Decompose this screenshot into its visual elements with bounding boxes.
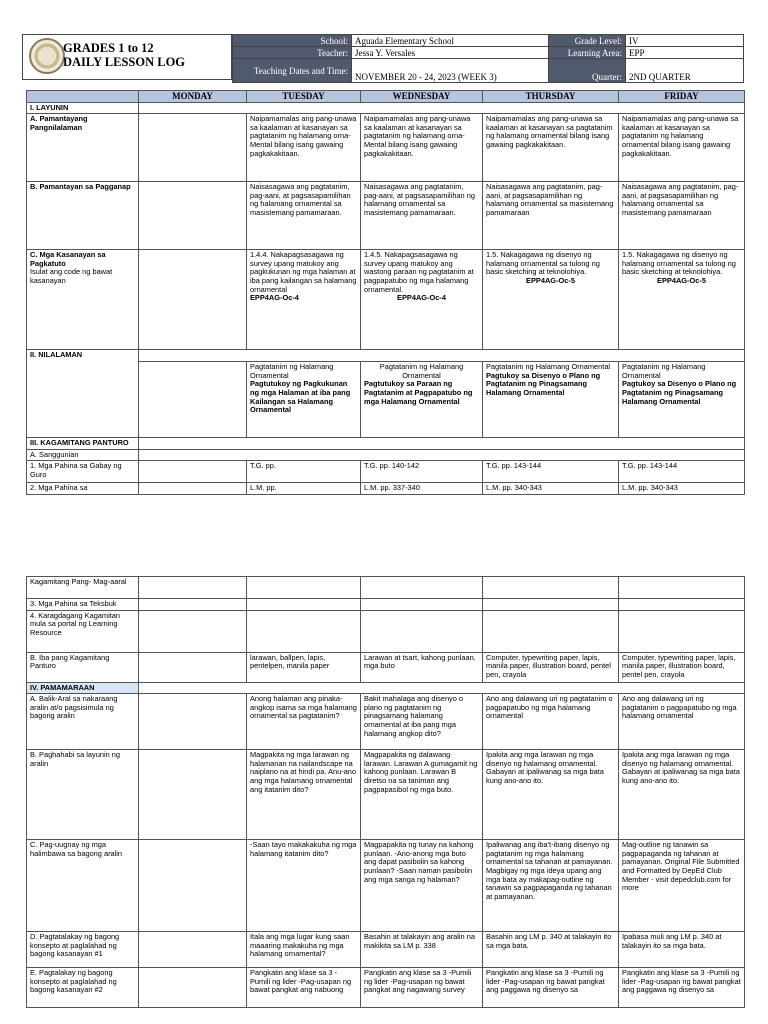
table-row (27, 750, 745, 840)
row-label: 4. Karagdagang Kagamitan mula sa portal ng Learning Resource (27, 610, 139, 652)
row-label: C. Pag-uugnay ng mga halimbawa sa bagong aralin (27, 840, 139, 932)
section-row (27, 438, 745, 450)
competency-text: 1.4.5. Nakapagsasagawa ng survey upang matukoy ang wastong paraan ng pagtatanim at pagpapatubo ng mga halamang ornamental. (364, 250, 474, 294)
table-row (27, 932, 745, 968)
content-subtopic: Pagtukoy sa Disenyo o Plano ng Pagtatanim ng Pinagsamang Halamang Ornamental (486, 370, 601, 397)
competency-code: EPP4AG-Oc-4 (250, 293, 299, 303)
section-kagamitang-panturo: III. KAGAMITANG PANTURO (27, 438, 139, 450)
section-filler (139, 438, 745, 450)
table-row (27, 652, 745, 682)
cell-monday (139, 932, 247, 968)
row-label: A. Sanggunian (27, 449, 139, 461)
content-subtopic: Pagtutukoy ng Pagkukunan ng mga Halaman at iba pang Kailangan sa Halamang Ornamental (250, 379, 351, 415)
competency-code: EPP4AG-Oc-5 (657, 275, 706, 285)
row-label: 2. Mga Pahina sa (27, 483, 139, 495)
cell-tuesday: Anong halaman ang pinaka-angkop isama sa mga halamang ornamental sa pagtatanim? (247, 694, 361, 750)
row-label: B. Paghahabi sa layunin ng aralin (27, 750, 139, 840)
teacher-label: Teacher: (233, 47, 352, 59)
cell-tuesday (247, 599, 361, 611)
day-friday: FRIDAY (619, 91, 745, 103)
table-row (27, 840, 745, 932)
cell-wednesday: Larawan at tsart, kahong punlaan, mga buto (361, 652, 483, 682)
cell-wednesday: Pangkatin ang klase sa 3 -Pumili ng lider -Pag-usapan ng bawat pangkat ang nagawang survey (361, 968, 483, 1008)
content-topic: Pagtatanim ng Halamang Ornamental (622, 362, 706, 380)
table-row (27, 449, 745, 461)
competency-text: 1.4.4. Nakapagsasagawa ng survey upang matukoy ang pagkukunan ng mga halaman at iba pang kailangan sa halamang ornamental (250, 250, 357, 294)
cell-friday (619, 577, 745, 599)
cell-thursday: Pangkatin ang klase sa 3 -Pumili ng lider -Pag-usapan ng bawat pangkat ang paggawa ng disenyo sa (483, 968, 619, 1008)
row-label-title: C. Mga Kasanayan sa Pagkatuto (30, 250, 106, 268)
learning-area-label: Learning Area: (549, 47, 626, 59)
cell-tuesday (247, 577, 361, 599)
table-row (27, 483, 745, 495)
teaching-dates-value: NOVEMBER 20 - 24, 2023 (WEEK 3) (352, 59, 549, 83)
row-label: B. Iba pang Kagamitang Panturo (27, 652, 139, 682)
cell-thursday (483, 362, 619, 438)
section-row (27, 350, 745, 362)
cell-friday: Ipabasa muli ang LM p. 340 at talakayin ito sa mga bata. (619, 932, 745, 968)
cell-thursday: Naisasagawa ang pagtatanim, pag-aani, at pagsasapamilihan ng halamang ornamental sa masistemang pamamaraan (483, 182, 619, 250)
cell-monday (139, 182, 247, 250)
cell-tuesday: Magpakita ng mga larawan ng halamanan na nailandscape na naiplano na at hindi pa. Anu-ano ang mga halamang ornamental ang itatanim dito? (247, 750, 361, 840)
cell-friday (619, 362, 745, 438)
content-topic: Pagtatanim ng Halamang Ornamental (379, 362, 464, 380)
row-label: 3. Mga Pahina sa Teksbuk (27, 599, 139, 611)
table-row (27, 250, 745, 350)
learning-area-value: EPP (626, 47, 744, 59)
lesson-table-page-1 (26, 90, 745, 495)
grade-level-value: IV (626, 35, 744, 47)
cell-monday (139, 461, 247, 483)
cell-monday (139, 577, 247, 599)
row-label: Kagamitang Pang- Mag-aaral (27, 577, 139, 599)
cell-monday (139, 968, 247, 1008)
table-row (27, 610, 745, 652)
cell-wednesday: Magpapakita ng dalawang larawan. Larawan A gumagamit ng kahong punlaan. Larawan B diretso na sa taniman ang pagpapasibol ng mga buto. (361, 750, 483, 840)
cell-tuesday: L.M. pp. (247, 483, 361, 495)
corner-cell (27, 91, 139, 103)
cell-thursday: Ipakita ang mga larawan ng mga disenyo ng halamang ornamental. Gabayan at ipaliwanag sa mga bata kung ano-ano ito. (483, 750, 619, 840)
lesson-log-header (22, 34, 744, 80)
cell-monday (139, 362, 247, 438)
logo-title: GRADES 1 to 12 DAILY LESSON LOG (63, 41, 186, 69)
day-tuesday: TUESDAY (247, 91, 361, 103)
cell-thursday (483, 610, 619, 652)
section-layunin: I. LAYUNIN (27, 102, 139, 114)
content-topic: Pagtatanim ng Halamang Ornamental (486, 362, 611, 372)
cell-thursday (483, 577, 619, 599)
cell-friday: L.M. pp. 340-343 (619, 483, 745, 495)
table-row (27, 694, 745, 750)
cell-monday (139, 840, 247, 932)
content-topic: Pagtatanim ng Halamang Ornamental (250, 362, 334, 380)
content-subtopic: Pagtutukoy sa Paraan ng Pagtatanim at Pagpapatubo ng mga Halamang Ornamental (364, 379, 473, 406)
cell-thursday: Ano ang dalawang uri ng pagtatanim o pagpapatubo ng mga halamang ornamental (483, 694, 619, 750)
competency-text: 1.5. Nakagagawa ng disenyo ng halamang ornamental sa tulong ng basic sketching at teknolohiya. (622, 250, 736, 277)
row-label: E. Pagtalakay ng bagong konsepto at paglalahad ng bagong kasanayan #2 (27, 968, 139, 1008)
cell-wednesday (361, 250, 483, 350)
table-row (27, 182, 745, 250)
section-nilalaman: II. NILALAMAN (27, 350, 139, 438)
cell-tuesday (247, 250, 361, 350)
section-row (27, 682, 745, 694)
cell-thursday: Naipamamalas ang pang-unawa sa kaalaman at kasanayan sa pagtatanim ng halamang ornamental bilang isang gawaing pagkakakitaan. (483, 114, 619, 182)
quarter-label: Quarter: (549, 59, 626, 83)
school-label: School: (233, 35, 352, 47)
cell-tuesday: Naipamamalas ang pang-unawa sa kaalaman at kasanayan sa pagtatanim ng halamang orna- Mental bilang isang gawaing pagkakakitaan. (247, 114, 361, 182)
school-value: Aguada Elementary School (352, 35, 549, 47)
row-label: 1. Mga Pahina sa Gabay ng Guro (27, 461, 139, 483)
cell-wednesday (361, 577, 483, 599)
cell-wednesday: Basahin at talakayin ang aralin na makikita sa LM p. 338 (361, 932, 483, 968)
day-wednesday: WEDNESDAY (361, 91, 483, 103)
table-row (27, 114, 745, 182)
header-info-grid (232, 34, 744, 83)
cell-thursday (483, 599, 619, 611)
cell-friday: T.G. pp. 143-144 (619, 461, 745, 483)
day-thursday: THURSDAY (483, 91, 619, 103)
cell-tuesday: larawan, ballpen, lapis, pentelpen, manila paper (247, 652, 361, 682)
logo-box (22, 34, 232, 80)
table-row (27, 968, 745, 1008)
section-filler (139, 350, 745, 362)
row-label: B. Pamantayan sa Pagganap (27, 182, 139, 250)
cell-tuesday: Itala ang mga lugar kung saan maaaring makakuha ng mga halamang ornamental? (247, 932, 361, 968)
cell-monday (139, 694, 247, 750)
day-monday: MONDAY (139, 91, 247, 103)
cell-friday: Computer, typewriting paper, lapis, manila paper, illustration board, pentel pen, crayola (619, 652, 745, 682)
cell-friday: Mag-outline ng tanawin sa pagpapaganda ng tahanan at pamayanan. Original File Submitted and Formatted by DepEd Club Member - visit depedclub.com for more (619, 840, 745, 932)
cell-friday (619, 610, 745, 652)
cell-monday (139, 599, 247, 611)
competency-text: 1.5. Nakagagawa ng disenyo ng halamang ornamental sa tulong ng basic sketching at teknolohiya. (486, 250, 600, 277)
competency-code: EPP4AG-Oc-5 (526, 275, 575, 285)
cell-thursday: Ipaliwanag ang iba't-ibang disenyo ng pagtatanim ng mga halamang ornamental sa tahanan at pamayanan. Magbigay ng mga ideya upang ang mga bata ay makapag-outline ng tanawin sa pagpapaganda ng tahanan at pamayanan. (483, 840, 619, 932)
cell-tuesday: Naisasagawa ang pagtatanim, pag-aani, at pagsasapamilihan ng halamang ornamental sa masistemang pamamaraan. (247, 182, 361, 250)
section-filler (139, 102, 745, 114)
row-label: A. Balik-Aral sa nakaraang aralin at/o pagsisimula ng bagong aralin (27, 694, 139, 750)
section-pamamaraan: IV. PAMAMARAAN (27, 682, 139, 694)
cell-thursday: Basahin ang LM p. 340 at talakayin ito sa mga bata. (483, 932, 619, 968)
table-row (27, 599, 745, 611)
cell-thursday: Computer, typewriting paper, lapis, manila paper, illustration board, pentel pen, crayola (483, 652, 619, 682)
cell-monday (139, 250, 247, 350)
table-row (27, 577, 745, 599)
teacher-value: Jessa Y. Versales (352, 47, 549, 59)
cell-tuesday: Pangkatin ang klase sa 3 -Pumili ng lider -Pag-usapan ng bawat pangkat ang nabuong (247, 968, 361, 1008)
teaching-dates-label: Teaching Dates and Time: (233, 59, 352, 83)
cell-monday (139, 610, 247, 652)
section-filler (139, 682, 745, 694)
cell-wednesday: Magpapakita ng tunay na kahong punlaan. -Ano-anong mga buto ang dapat pasibolin sa kahong punlaan? -Saan naman pasibolin ang mga sanga ng halaman? (361, 840, 483, 932)
quarter-value: 2ND QUARTER (626, 59, 744, 83)
lesson-table-page-2 (26, 576, 745, 1008)
table-row (27, 461, 745, 483)
cell-friday: Ano ang dalawang uri ng pagtatanim o pagpapatubo ng mga halamang ornamental (619, 694, 745, 750)
cell-friday: Pangkatin ang klase sa 3 -Pumili ng lider -Pag-usapan ng bawat pangkat ang paggawa ng disenyo sa (619, 968, 745, 1008)
cell-friday: Naipamamalas ang pang-unawa sa kaalaman at kasanayan sa pagtatanim ng halamang ornamental bilang isang gawaing pagkakakitaan. (619, 114, 745, 182)
section-row (27, 102, 745, 114)
cell-thursday (483, 250, 619, 350)
cell-thursday: L.M. pp. 340-343 (483, 483, 619, 495)
row-label: D. Pagtatalakay ng bagong konsepto at paglalahad ng bagong kasanayan #1 (27, 932, 139, 968)
cell-friday: Ipakita ang mga larawan ng mga disenyo ng halamang ornamental. Gabayan at ipaliwanag sa mga bata kung ano-ano ito. (619, 750, 745, 840)
cell-wednesday: L.M. pp. 337-340 (361, 483, 483, 495)
row-label (27, 250, 139, 350)
cell-tuesday (247, 610, 361, 652)
cell-monday (139, 114, 247, 182)
deped-seal-icon (29, 38, 65, 74)
cell-wednesday (361, 599, 483, 611)
cell-monday (139, 483, 247, 495)
content-subtopic: Pagtukoy sa Disenyo o Plano ng Pagtatanim ng Pinagsamang Halamang Ornamental (622, 379, 737, 406)
cell-tuesday: -Saan tayo makakakuha ng mga halamang itatanim dito? (247, 840, 361, 932)
cell-wednesday: Bakit mahalaga ang disenyo o plano ng pagtatanim ng pinagsamang halamang ornamental at iba pang mga halamang angkop dito? (361, 694, 483, 750)
cell-monday (139, 652, 247, 682)
cell-friday: Naisasagawa ang pagtatanim, pag-aani, at pagsasapamilihan ng halamang ornamental sa masistemang pamamaraan (619, 182, 745, 250)
cell-tuesday (247, 362, 361, 438)
days-header-row (27, 91, 745, 103)
cell-wednesday: T.G. pp. 140-142 (361, 461, 483, 483)
row-label-sub: Isulat ang code ng bawat kasanayan (30, 267, 113, 285)
cell-wednesday: Naipamamalas ang pang-unawa sa kaalaman at kasanayan sa pagtatanim ng halamang orna- Mental bilang isang gawaing pagkakakitaan. (361, 114, 483, 182)
cell-friday (619, 599, 745, 611)
grade-level-label: Grade Level: (549, 35, 626, 47)
competency-code: EPP4AG-Oc-4 (397, 293, 446, 303)
cell-friday (619, 250, 745, 350)
cell-wednesday (361, 362, 483, 438)
cell-thursday: T.G. pp. 143-144 (483, 461, 619, 483)
cell-wednesday (361, 610, 483, 652)
section-filler (139, 449, 745, 461)
cell-tuesday: T.G. pp. (247, 461, 361, 483)
row-label: A. Pamantayang Pangnilalaman (27, 114, 139, 182)
cell-wednesday: Naisasagawa ang pagtatanim, pag-aani, at pagsasapamilihan ng halamang ornamental sa masistemang pamamaraan. (361, 182, 483, 250)
cell-monday (139, 750, 247, 840)
